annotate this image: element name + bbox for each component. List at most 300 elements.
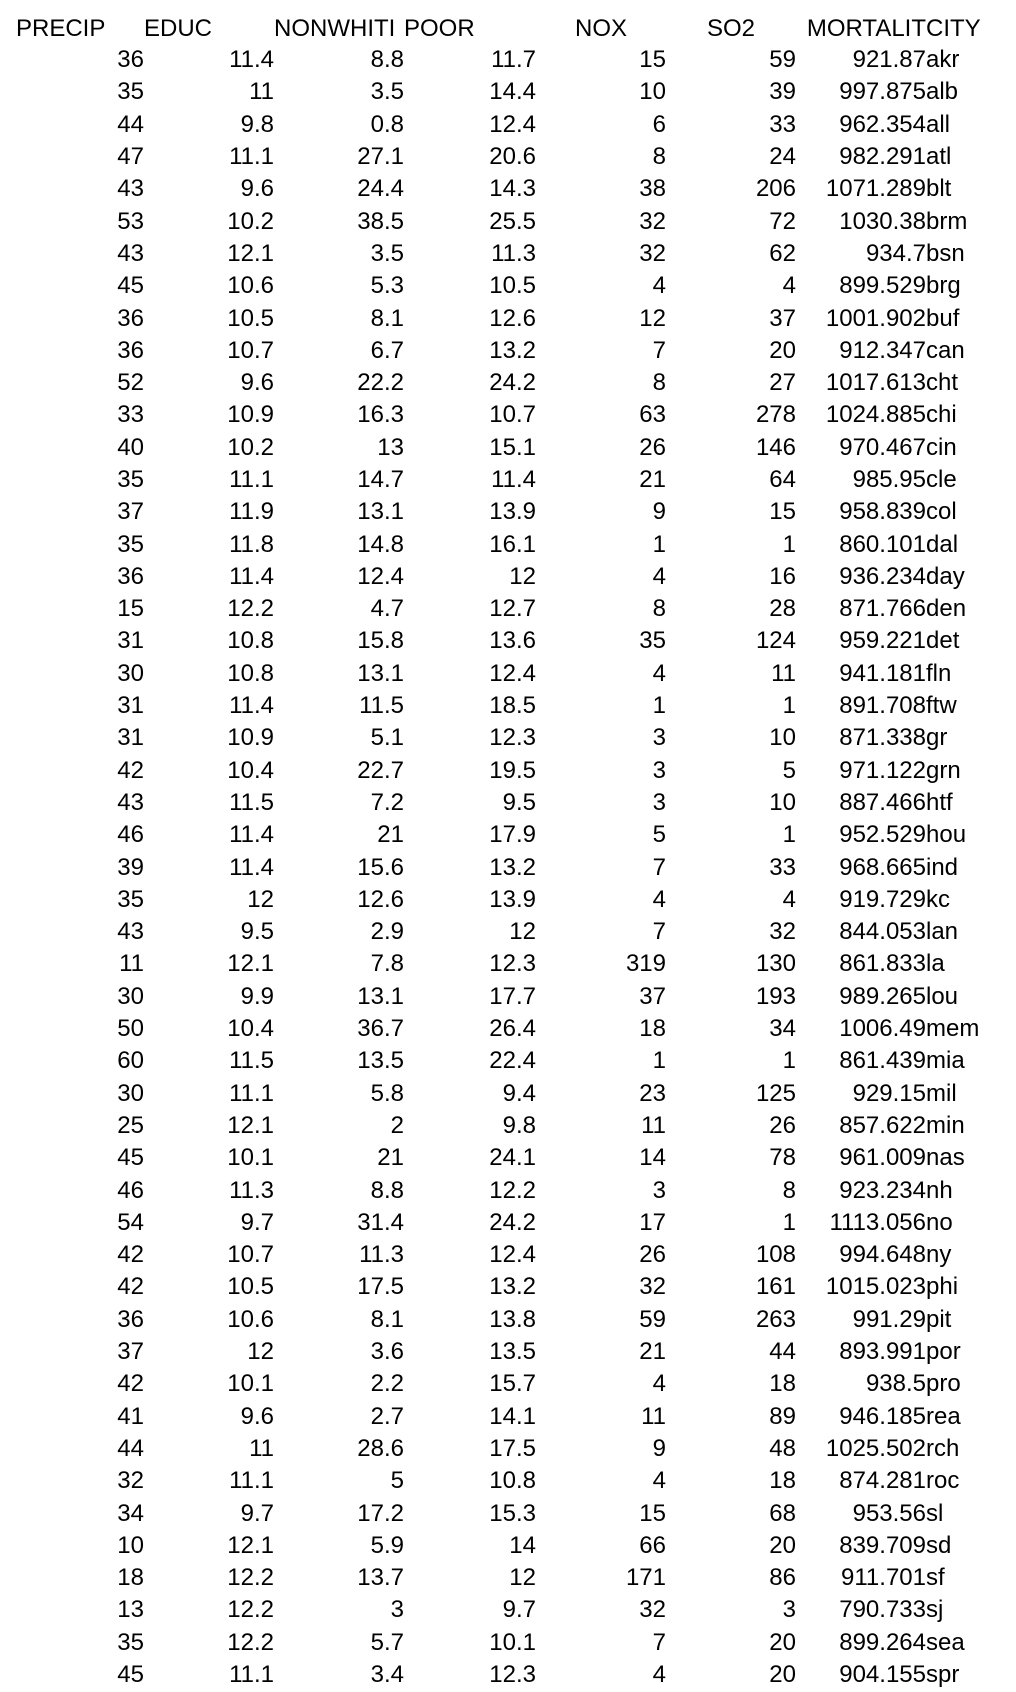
cell-mortalit[interactable]: 970.467 — [839, 433, 926, 461]
cell-city[interactable]: sj — [926, 1596, 944, 1624]
cell-educ[interactable]: 9.7 — [240, 1208, 274, 1236]
cell-educ[interactable]: 12.1 — [227, 1111, 274, 1139]
cell-poor[interactable]: 17.7 — [489, 982, 536, 1010]
cell-mortalit[interactable]: 997.875 — [839, 78, 926, 106]
column-header-mortalit[interactable]: MORTALIT — [806, 15, 926, 42]
cell-nox[interactable]: 3 — [652, 724, 666, 752]
cell-educ[interactable]: 11.4 — [229, 692, 274, 720]
cell-mortalit[interactable]: 861.439 — [839, 1047, 926, 1075]
cell-nonwhiti[interactable]: 16.3 — [357, 401, 404, 429]
cell-city[interactable]: rch — [926, 1434, 960, 1462]
cell-nonwhiti[interactable]: 38.5 — [357, 207, 404, 235]
cell-mortalit[interactable]: 904.155 — [839, 1660, 926, 1688]
cell-nonwhiti[interactable]: 12.6 — [357, 885, 404, 913]
cell-poor[interactable]: 13.2 — [489, 1273, 536, 1301]
cell-so2[interactable]: 20 — [769, 1628, 796, 1656]
cell-nox[interactable]: 26 — [639, 433, 666, 461]
cell-mortalit[interactable]: 887.466 — [839, 788, 926, 816]
cell-precip[interactable]: 37 — [117, 1338, 144, 1366]
cell-precip[interactable]: 31 — [117, 692, 144, 720]
cell-educ[interactable]: 12 — [247, 885, 274, 913]
cell-poor[interactable]: 10.7 — [489, 401, 536, 429]
cell-city[interactable]: fln — [926, 659, 952, 687]
cell-precip[interactable]: 50 — [117, 1015, 144, 1043]
cell-educ[interactable]: 11 — [249, 78, 274, 106]
cell-nonwhiti[interactable]: 5.1 — [370, 724, 404, 752]
cell-nonwhiti[interactable]: 8.8 — [370, 1176, 404, 1204]
cell-precip[interactable]: 32 — [117, 1467, 144, 1495]
cell-so2[interactable]: 72 — [769, 207, 796, 235]
cell-so2[interactable]: 206 — [755, 175, 796, 203]
cell-city[interactable]: mil — [926, 1079, 957, 1107]
cell-nox[interactable]: 32 — [639, 239, 666, 267]
cell-nonwhiti[interactable]: 2 — [390, 1111, 404, 1139]
cell-mortalit[interactable]: 861.833 — [839, 950, 926, 978]
cell-city[interactable]: akr — [926, 46, 960, 74]
cell-precip[interactable]: 10 — [117, 1531, 144, 1559]
cell-nox[interactable]: 1 — [652, 1047, 666, 1075]
cell-so2[interactable]: 27 — [769, 369, 796, 397]
cell-mortalit[interactable]: 891.708 — [839, 692, 926, 720]
cell-nonwhiti[interactable]: 3 — [390, 1596, 404, 1624]
cell-city[interactable]: den — [926, 595, 967, 623]
cell-nonwhiti[interactable]: 13.1 — [357, 982, 404, 1010]
cell-precip[interactable]: 36 — [117, 562, 144, 590]
cell-educ[interactable]: 10.6 — [227, 272, 274, 300]
cell-mortalit[interactable]: 936.234 — [839, 562, 926, 590]
cell-poor[interactable]: 10.8 — [489, 1467, 536, 1495]
cell-precip[interactable]: 18 — [117, 1564, 144, 1592]
cell-poor[interactable]: 9.8 — [502, 1111, 536, 1139]
cell-so2[interactable]: 8 — [782, 1176, 796, 1204]
cell-mortalit[interactable]: 989.265 — [839, 982, 926, 1010]
cell-educ[interactable]: 12.1 — [227, 950, 274, 978]
cell-city[interactable]: hou — [926, 821, 967, 849]
cell-poor[interactable]: 9.4 — [502, 1079, 536, 1107]
cell-precip[interactable]: 13 — [117, 1596, 144, 1624]
cell-precip[interactable]: 43 — [117, 918, 144, 946]
cell-precip[interactable]: 47 — [117, 143, 144, 171]
cell-educ[interactable]: 11.5 — [229, 1047, 274, 1075]
cell-nonwhiti[interactable]: 22.2 — [357, 369, 404, 397]
cell-city[interactable]: brm — [926, 207, 968, 235]
cell-poor[interactable]: 13.9 — [489, 498, 536, 526]
cell-poor[interactable]: 14.4 — [489, 78, 536, 106]
cell-poor[interactable]: 15.3 — [489, 1499, 536, 1527]
cell-nonwhiti[interactable]: 5.7 — [370, 1628, 404, 1656]
cell-poor[interactable]: 15.1 — [489, 433, 536, 461]
cell-nonwhiti[interactable]: 4.7 — [370, 595, 404, 623]
cell-precip[interactable]: 43 — [117, 175, 144, 203]
cell-so2[interactable]: 62 — [769, 239, 796, 267]
cell-educ[interactable]: 10.1 — [227, 1370, 274, 1398]
column-header-nonwhiti[interactable]: NONWHITI — [274, 15, 396, 42]
cell-educ[interactable]: 10.8 — [227, 659, 274, 687]
cell-educ[interactable]: 11.1 — [229, 1660, 274, 1688]
cell-city[interactable]: cht — [926, 369, 959, 397]
cell-mortalit[interactable]: 919.729 — [839, 885, 926, 913]
cell-educ[interactable]: 9.6 — [240, 175, 274, 203]
cell-precip[interactable]: 34 — [117, 1499, 144, 1527]
cell-precip[interactable]: 45 — [117, 1660, 144, 1688]
cell-educ[interactable]: 11.1 — [229, 143, 274, 171]
cell-nox[interactable]: 21 — [639, 466, 666, 493]
cell-poor[interactable]: 12.4 — [489, 659, 536, 687]
cell-city[interactable]: gr — [926, 724, 948, 752]
cell-educ[interactable]: 12.2 — [227, 1564, 274, 1592]
cell-nonwhiti[interactable]: 11.5 — [359, 692, 404, 720]
cell-educ[interactable]: 11.3 — [229, 1176, 274, 1204]
cell-educ[interactable]: 12.1 — [227, 1531, 274, 1559]
cell-precip[interactable]: 45 — [117, 1144, 144, 1172]
cell-nonwhiti[interactable]: 14.7 — [357, 466, 404, 493]
cell-educ[interactable]: 10.9 — [227, 724, 274, 752]
cell-mortalit[interactable]: 991.29 — [852, 1305, 926, 1333]
cell-nonwhiti[interactable]: 12.4 — [357, 562, 404, 590]
cell-mortalit[interactable]: 911.701 — [841, 1564, 926, 1592]
cell-precip[interactable]: 35 — [117, 1628, 144, 1656]
cell-educ[interactable]: 10.1 — [227, 1144, 274, 1172]
cell-city[interactable]: cle — [926, 466, 957, 493]
cell-nox[interactable]: 4 — [652, 659, 666, 687]
cell-nonwhiti[interactable]: 13.1 — [357, 659, 404, 687]
cell-poor[interactable]: 24.1 — [489, 1144, 536, 1172]
cell-nonwhiti[interactable]: 7.8 — [370, 950, 404, 978]
cell-city[interactable]: can — [926, 336, 965, 364]
cell-poor[interactable]: 11.7 — [491, 46, 536, 74]
cell-precip[interactable]: 44 — [117, 110, 144, 138]
cell-city[interactable]: brg — [926, 272, 961, 300]
cell-mortalit[interactable]: 871.766 — [839, 595, 926, 623]
cell-educ[interactable]: 10.6 — [227, 1305, 274, 1333]
cell-precip[interactable]: 52 — [117, 369, 144, 397]
cell-precip[interactable]: 40 — [117, 433, 144, 461]
cell-mortalit[interactable]: 790.733 — [839, 1596, 926, 1624]
cell-mortalit[interactable]: 839.709 — [839, 1531, 926, 1559]
cell-city[interactable]: chi — [926, 401, 957, 429]
cell-educ[interactable]: 12.2 — [227, 1628, 274, 1656]
cell-city[interactable]: sea — [926, 1628, 965, 1656]
cell-poor[interactable]: 16.1 — [489, 530, 536, 558]
cell-educ[interactable]: 11.5 — [229, 788, 274, 816]
cell-educ[interactable]: 11.4 — [229, 853, 274, 881]
cell-poor[interactable]: 9.7 — [502, 1596, 536, 1624]
cell-poor[interactable]: 11.3 — [491, 239, 536, 267]
cell-city[interactable]: grn — [926, 756, 961, 784]
cell-city[interactable]: bsn — [926, 239, 965, 267]
cell-nox[interactable]: 1 — [652, 530, 666, 558]
cell-so2[interactable]: 26 — [769, 1111, 796, 1139]
cell-nonwhiti[interactable]: 3.4 — [370, 1660, 404, 1688]
cell-nonwhiti[interactable]: 8.8 — [370, 46, 404, 74]
cell-nonwhiti[interactable]: 21 — [377, 1144, 404, 1172]
cell-nonwhiti[interactable]: 5.9 — [370, 1531, 404, 1559]
cell-mortalit[interactable]: 1015.023 — [825, 1273, 926, 1301]
cell-so2[interactable]: 108 — [755, 1241, 796, 1269]
cell-mortalit[interactable]: 982.291 — [839, 143, 926, 171]
cell-poor[interactable]: 17.9 — [489, 821, 536, 849]
cell-educ[interactable]: 12.2 — [227, 595, 274, 623]
cell-city[interactable]: phi — [926, 1273, 959, 1301]
column-header-educ[interactable]: EDUC — [144, 15, 213, 42]
cell-precip[interactable]: 42 — [117, 1241, 144, 1269]
cell-city[interactable]: all — [926, 110, 951, 138]
cell-nox[interactable]: 11 — [641, 1111, 666, 1139]
cell-nox[interactable]: 9 — [652, 498, 666, 526]
cell-precip[interactable]: 11 — [119, 950, 144, 978]
cell-educ[interactable]: 11.1 — [229, 1467, 274, 1495]
cell-city[interactable]: rea — [926, 1402, 961, 1430]
cell-nox[interactable]: 7 — [652, 1628, 666, 1656]
cell-so2[interactable]: 124 — [755, 627, 796, 655]
cell-nox[interactable]: 4 — [652, 1370, 666, 1398]
cell-mortalit[interactable]: 871.338 — [839, 724, 926, 752]
cell-nox[interactable]: 35 — [639, 627, 666, 655]
cell-city[interactable]: alb — [926, 78, 959, 106]
cell-so2[interactable]: 20 — [769, 1660, 796, 1688]
cell-poor[interactable]: 12 — [509, 562, 536, 590]
cell-mortalit[interactable]: 946.185 — [839, 1402, 926, 1430]
cell-poor[interactable]: 13.8 — [489, 1305, 536, 1333]
cell-poor[interactable]: 10.5 — [489, 272, 536, 300]
cell-poor[interactable]: 12.3 — [489, 1660, 536, 1688]
cell-city[interactable]: no — [926, 1208, 953, 1236]
cell-precip[interactable]: 36 — [117, 336, 144, 364]
cell-educ[interactable]: 11.9 — [229, 498, 274, 526]
cell-so2[interactable]: 1 — [782, 530, 796, 558]
cell-nox[interactable]: 66 — [639, 1531, 666, 1559]
cell-precip[interactable]: 45 — [117, 272, 144, 300]
cell-city[interactable]: ny — [926, 1241, 952, 1269]
cell-nonwhiti[interactable]: 17.2 — [357, 1499, 404, 1527]
cell-nonwhiti[interactable]: 5.8 — [370, 1079, 404, 1107]
cell-poor[interactable]: 12.2 — [489, 1176, 536, 1204]
cell-precip[interactable]: 35 — [117, 466, 144, 493]
cell-nonwhiti[interactable]: 24.4 — [357, 175, 404, 203]
cell-nox[interactable]: 9 — [652, 1434, 666, 1462]
cell-precip[interactable]: 53 — [117, 207, 144, 235]
cell-precip[interactable]: 39 — [117, 853, 144, 881]
cell-nonwhiti[interactable]: 13 — [377, 433, 404, 461]
cell-nox[interactable]: 63 — [639, 401, 666, 429]
cell-city[interactable]: kc — [926, 885, 950, 913]
cell-educ[interactable]: 10.5 — [227, 1273, 274, 1301]
cell-poor[interactable]: 17.5 — [489, 1434, 536, 1462]
cell-city[interactable]: la — [926, 950, 945, 978]
cell-so2[interactable]: 59 — [769, 46, 796, 74]
cell-educ[interactable]: 11.8 — [229, 530, 274, 558]
column-header-city[interactable]: CITY — [926, 15, 981, 42]
cell-city[interactable]: sf — [926, 1564, 945, 1592]
cell-city[interactable]: spr — [926, 1660, 960, 1688]
cell-so2[interactable]: 86 — [769, 1564, 796, 1592]
cell-nox[interactable]: 4 — [652, 885, 666, 913]
cell-poor[interactable]: 12 — [509, 918, 536, 946]
cell-nox[interactable]: 4 — [652, 272, 666, 300]
cell-precip[interactable]: 35 — [117, 78, 144, 106]
cell-educ[interactable]: 9.8 — [240, 110, 274, 138]
cell-precip[interactable]: 36 — [117, 1305, 144, 1333]
cell-nox[interactable]: 7 — [652, 336, 666, 364]
cell-educ[interactable]: 11 — [249, 1434, 274, 1462]
cell-so2[interactable]: 48 — [769, 1434, 796, 1462]
cell-precip[interactable]: 31 — [117, 627, 144, 655]
cell-poor[interactable]: 24.2 — [489, 1208, 536, 1236]
cell-mortalit[interactable]: 1006.49 — [839, 1015, 926, 1043]
cell-so2[interactable]: 37 — [769, 304, 796, 332]
cell-so2[interactable]: 16 — [769, 562, 796, 590]
cell-poor[interactable]: 12.6 — [489, 304, 536, 332]
cell-precip[interactable]: 36 — [117, 46, 144, 74]
cell-mortalit[interactable]: 899.529 — [839, 272, 926, 300]
cell-precip[interactable]: 46 — [117, 1176, 144, 1204]
cell-mortalit[interactable]: 952.529 — [839, 821, 926, 849]
cell-poor[interactable]: 26.4 — [489, 1015, 536, 1043]
cell-so2[interactable]: 32 — [769, 918, 796, 946]
cell-poor[interactable]: 19.5 — [489, 756, 536, 784]
cell-so2[interactable]: 68 — [769, 1499, 796, 1527]
cell-mortalit[interactable]: 844.053 — [839, 918, 926, 946]
cell-city[interactable]: day — [926, 562, 965, 590]
cell-nonwhiti[interactable]: 3.5 — [370, 239, 404, 267]
cell-poor[interactable]: 11.4 — [491, 466, 536, 493]
cell-mortalit[interactable]: 893.991 — [839, 1338, 926, 1366]
cell-so2[interactable]: 18 — [769, 1370, 796, 1398]
cell-poor[interactable]: 13.5 — [489, 1338, 536, 1366]
cell-city[interactable]: mia — [926, 1047, 965, 1075]
cell-nonwhiti[interactable]: 5.3 — [370, 272, 404, 300]
cell-precip[interactable]: 30 — [117, 1079, 144, 1107]
cell-city[interactable]: min — [926, 1111, 965, 1139]
cell-mortalit[interactable]: 923.234 — [839, 1176, 926, 1204]
cell-nox[interactable]: 4 — [652, 1467, 666, 1495]
cell-so2[interactable]: 3 — [782, 1596, 796, 1624]
cell-so2[interactable]: 193 — [755, 982, 796, 1010]
cell-city[interactable]: cin — [926, 433, 957, 461]
cell-city[interactable]: sd — [926, 1531, 952, 1559]
cell-so2[interactable]: 161 — [755, 1273, 796, 1301]
cell-so2[interactable]: 39 — [769, 78, 796, 106]
cell-nonwhiti[interactable]: 14.8 — [357, 530, 404, 558]
cell-poor[interactable]: 10.1 — [489, 1628, 536, 1656]
cell-precip[interactable]: 35 — [117, 885, 144, 913]
cell-nox[interactable]: 8 — [652, 143, 666, 171]
cell-so2[interactable]: 33 — [769, 853, 796, 881]
cell-nonwhiti[interactable]: 11.3 — [359, 1241, 404, 1269]
cell-city[interactable]: atl — [926, 143, 952, 171]
cell-precip[interactable]: 30 — [117, 982, 144, 1010]
cell-poor[interactable]: 25.5 — [489, 207, 536, 235]
cell-nonwhiti[interactable]: 8.1 — [370, 1305, 404, 1333]
cell-city[interactable]: buf — [926, 304, 960, 332]
cell-nonwhiti[interactable]: 13.1 — [357, 498, 404, 526]
cell-nox[interactable]: 11 — [641, 1402, 666, 1430]
cell-nox[interactable]: 171 — [625, 1564, 666, 1592]
cell-city[interactable]: ftw — [926, 692, 957, 720]
cell-educ[interactable]: 9.6 — [240, 369, 274, 397]
cell-so2[interactable]: 28 — [769, 595, 796, 623]
cell-precip[interactable]: 31 — [117, 724, 144, 752]
cell-mortalit[interactable]: 994.648 — [839, 1241, 926, 1269]
cell-so2[interactable]: 64 — [769, 466, 796, 493]
cell-city[interactable]: roc — [926, 1467, 960, 1495]
cell-nox[interactable]: 32 — [639, 207, 666, 235]
cell-nox[interactable]: 3 — [652, 788, 666, 816]
cell-mortalit[interactable]: 953.56 — [852, 1499, 926, 1527]
cell-nox[interactable]: 59 — [639, 1305, 666, 1333]
cell-mortalit[interactable]: 1030.38 — [839, 207, 926, 235]
cell-so2[interactable]: 1 — [782, 1047, 796, 1075]
cell-city[interactable]: htf — [926, 788, 953, 816]
cell-poor[interactable]: 12 — [509, 1564, 536, 1592]
cell-nonwhiti[interactable]: 6.7 — [370, 336, 404, 364]
cell-educ[interactable]: 9.7 — [240, 1499, 274, 1527]
cell-nox[interactable]: 6 — [652, 110, 666, 138]
cell-nonwhiti[interactable]: 2.7 — [370, 1402, 404, 1430]
cell-nox[interactable]: 1 — [652, 692, 666, 720]
cell-so2[interactable]: 10 — [769, 724, 796, 752]
cell-mortalit[interactable]: 938.5 — [865, 1370, 926, 1398]
cell-educ[interactable]: 11.1 — [229, 466, 274, 493]
cell-educ[interactable]: 10.8 — [227, 627, 274, 655]
cell-poor[interactable]: 24.2 — [489, 369, 536, 397]
cell-city[interactable]: col — [926, 498, 957, 526]
column-header-poor[interactable]: POOR — [404, 15, 475, 42]
cell-mortalit[interactable]: 934.7 — [865, 239, 926, 267]
cell-nox[interactable]: 319 — [625, 950, 666, 978]
cell-nox[interactable]: 15 — [639, 1499, 666, 1527]
cell-city[interactable]: blt — [926, 175, 952, 203]
cell-mortalit[interactable]: 959.221 — [839, 627, 926, 655]
cell-nox[interactable]: 3 — [652, 1176, 666, 1204]
cell-mortalit[interactable]: 857.622 — [839, 1111, 926, 1139]
cell-mortalit[interactable]: 958.839 — [839, 498, 926, 526]
cell-nox[interactable]: 18 — [639, 1015, 666, 1043]
cell-nonwhiti[interactable]: 28.6 — [357, 1434, 404, 1462]
cell-nonwhiti[interactable]: 13.7 — [357, 1564, 404, 1592]
cell-nox[interactable]: 21 — [639, 1338, 666, 1366]
cell-poor[interactable]: 18.5 — [489, 692, 536, 720]
cell-so2[interactable]: 15 — [769, 498, 796, 526]
cell-city[interactable]: nh — [926, 1176, 953, 1204]
cell-mortalit[interactable]: 1071.289 — [825, 175, 926, 203]
cell-nonwhiti[interactable]: 15.8 — [357, 627, 404, 655]
cell-poor[interactable]: 15.7 — [489, 1370, 536, 1398]
cell-mortalit[interactable]: 1024.885 — [825, 401, 926, 429]
column-header-so2[interactable]: SO2 — [706, 15, 756, 42]
cell-so2[interactable]: 33 — [769, 110, 796, 138]
cell-mortalit[interactable]: 985.95 — [852, 466, 926, 493]
cell-mortalit[interactable]: 921.87 — [852, 46, 926, 74]
cell-educ[interactable]: 12 — [247, 1338, 274, 1366]
cell-so2[interactable]: 78 — [769, 1144, 796, 1172]
cell-educ[interactable]: 10.2 — [227, 207, 274, 235]
cell-educ[interactable]: 10.9 — [227, 401, 274, 429]
cell-city[interactable]: lou — [926, 982, 959, 1010]
cell-nox[interactable]: 17 — [639, 1208, 666, 1236]
cell-city[interactable]: ind — [926, 853, 959, 881]
cell-city[interactable]: nas — [926, 1144, 965, 1172]
cell-poor[interactable]: 12.4 — [489, 110, 536, 138]
cell-so2[interactable]: 18 — [769, 1467, 796, 1495]
cell-mortalit[interactable]: 929.15 — [852, 1079, 926, 1107]
cell-nonwhiti[interactable]: 17.5 — [357, 1273, 404, 1301]
cell-so2[interactable]: 11 — [771, 659, 796, 687]
cell-mortalit[interactable]: 860.101 — [839, 530, 926, 558]
cell-mortalit[interactable]: 962.354 — [839, 110, 926, 138]
cell-poor[interactable]: 13.2 — [489, 853, 536, 881]
cell-precip[interactable]: 42 — [117, 1273, 144, 1301]
